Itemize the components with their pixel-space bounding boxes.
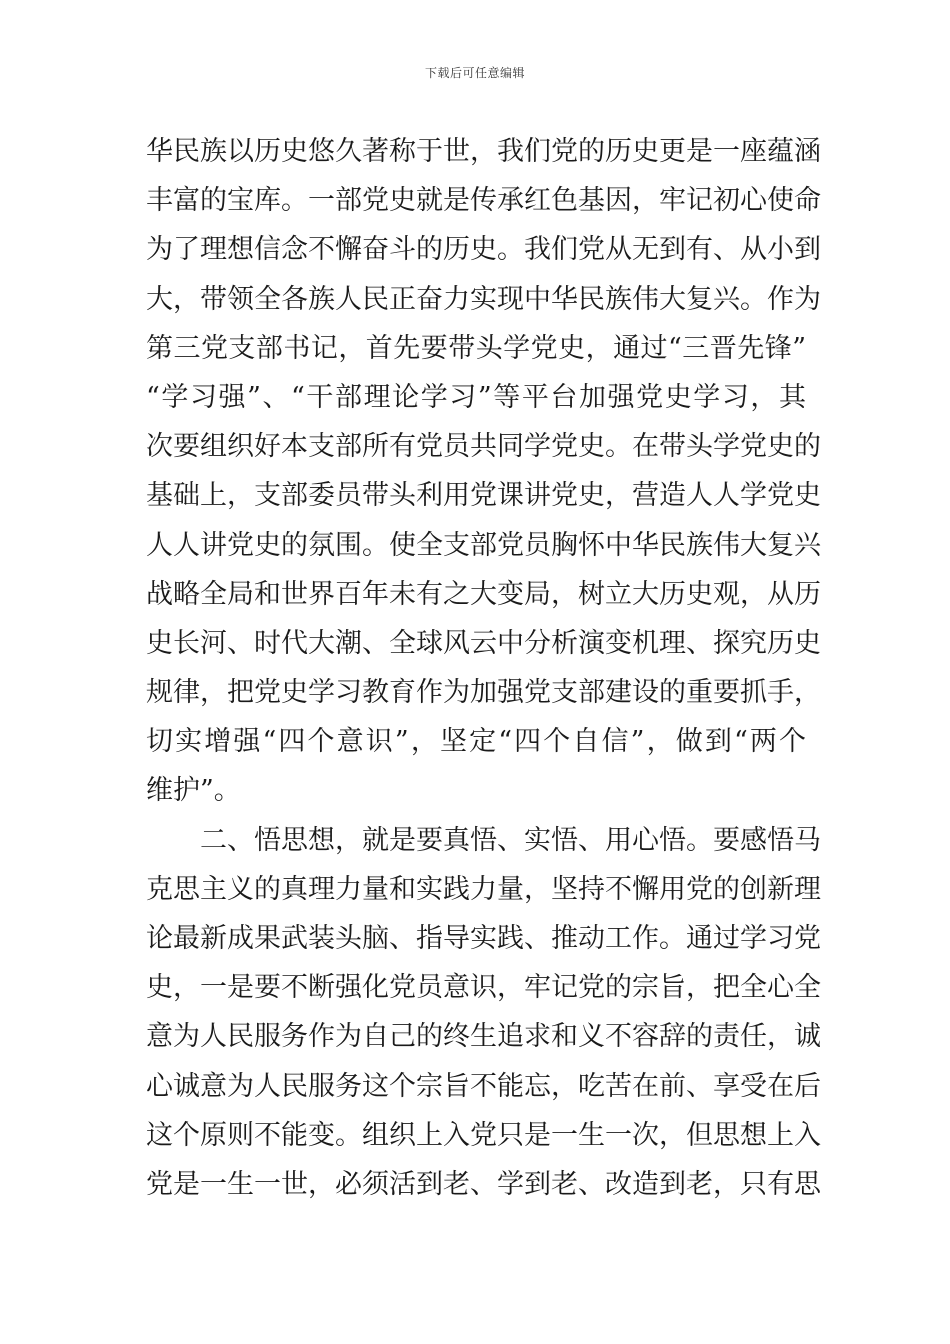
- text-line: 二、悟思想，就是要真悟、实悟、用心悟。要感悟马: [200, 824, 821, 856]
- page-header: 下载后可任意编辑: [424, 66, 525, 80]
- text-line: 意为人民服务作为自己的终生追求和义不容辞的责任，诚: [146, 1021, 821, 1053]
- text-line: 次要组织好本支部所有党员共同学党史。在带头学党史的: [146, 431, 821, 463]
- text-line: 维护”。: [146, 775, 241, 807]
- text-line: 党是一生一世，必须活到老、学到老、改造到老，只有思: [146, 1168, 821, 1200]
- text-line: 战略全局和世界百年未有之大变局，树立大历史观，从历: [146, 578, 821, 610]
- text-line: 第三党支部书记，首先要带头学党史，通过“三晋先锋”: [146, 332, 806, 364]
- text-line: 规律，把党史学习教育作为加强党支部建设的重要抓手，: [146, 677, 821, 709]
- text-line: “学习强”、“干部理论学习”等平台加强党史学习，其: [146, 381, 806, 413]
- text-line: 丰富的宝库。一部党史就是传承红色基因，牢记初心使命: [146, 185, 821, 217]
- text-line: 心诚意为人民服务这个宗旨不能忘，吃苦在前、享受在后: [146, 1070, 821, 1102]
- text-line: 史长河、时代大潮、全球风云中分析演变机理、探究历史: [146, 627, 821, 659]
- document-body: [146, 127, 821, 1209]
- text-line: 人人讲党史的氛围。使全支部党员胸怀中华民族伟大复兴: [146, 529, 821, 561]
- text-line: 基础上，支部委员带头利用党课讲党史，营造人人学党史: [146, 480, 821, 512]
- text-line: 切实增强“四个意识”，坚定“四个自信”，做到“两个: [146, 726, 806, 758]
- text-line: 大，带领全各族人民正奋力实现中华民族伟大复兴。作为: [146, 283, 821, 315]
- text-line: 华民族以历史悠久著称于世，我们党的历史更是一座蕴涵: [146, 136, 821, 167]
- text-line: 论最新成果武装头脑、指导实践、推动工作。通过学习党: [146, 923, 821, 954]
- text-line: 为了理想信念不懈奋斗的历史。我们党从无到有、从小到: [146, 234, 821, 266]
- text-line: 史，一是要不断强化党员意识，牢记党的宗旨，把全心全: [146, 972, 821, 1004]
- text-line: 这个原则不能变。组织上入党只是一生一次，但思想上入: [146, 1119, 821, 1151]
- text-line: 克思主义的真理力量和实践力量，坚持不懈用党的创新理: [146, 873, 821, 905]
